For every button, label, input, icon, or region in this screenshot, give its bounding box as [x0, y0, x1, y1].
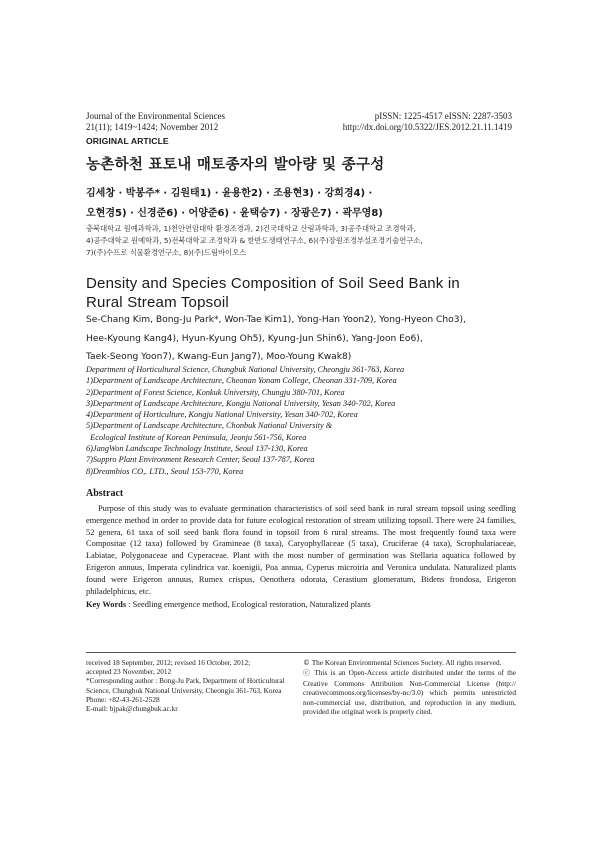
english-authors	[86, 311, 526, 367]
korean-authors	[86, 184, 526, 224]
abstract-body: Purpose of this study was to evaluate germination characteristics of soil seed bank in rural stream topsoil using seedling emergence method in order to provide data for future ecological restoration of stream utilizing topsoil. There were 24 families, 52 genera, 61 taxa of soil seed bank flora found in topsoil from 6 rural streams. The most frequently found taxa were Compositae (12 taxa) followed by Gramineae (8 taxa), Caryophyllaceae (5 taxa), Cruciferae (4 taxa), Scrophulariaceae, Labiatae, Polygonaceae and Cyperaceae. Plant with the most number of germination was Stellaria aquatica followed by Erigeron annuus, Imperata cylindrica var. koenigii, Poa annua, Cyperus microiria and Veronica undulata. Naturalized plants found were Erigeron annuus, Rumex crispus, Oenothera odorata, Cerastium glomeratum, Bidens frondosa, Erigeron philadelphicus, etc.	[86, 504, 516, 596]
korean-title: 농촌하천 표토내 매토종자의 발아량 및 종구성	[86, 157, 385, 173]
copyright-text: The Korean Environmental Sciences Society. All rights reserved.	[311, 658, 502, 667]
affiliation: 2)Department of Forest Science, Konkuk University, Chungju 380-701, Korea	[86, 387, 345, 397]
affiliation: 4)Department of Horticulture, Kongju National University, Yesan 340-702, Korea	[86, 410, 358, 420]
affiliation: 3)Department of Landscape Architecture, Kongju National University, Yesan 340-702, Korea	[86, 398, 396, 408]
affiliation: Ecological Institute of Korean Peninsula, Jeonju 561-756, Korea	[86, 432, 307, 442]
journal-identifiers	[343, 111, 512, 133]
license-text: This is an Open-Access article distributed under the terms of the Creative Commons Attribution Non-Commercial License (http:// creativecommons.org/licenses/by-nc/3.0) which permits unrestricted non-commercial use, distribution, and reproduction in any medium, provided the original work is properly cited.	[303, 668, 516, 717]
english-title-line: Density and Species Composition of Soil Seed Bank in	[86, 275, 460, 292]
copyright-icon: ©	[303, 659, 310, 667]
received-dates: received 18 September, 2012; revised 16 October, 2012;	[86, 658, 251, 667]
affiliation: 8)Dreambios CO,. LTD., Seoul 153-770, Korea	[86, 466, 244, 476]
affiliation: 7)Suppro Plant Environment Research Center, Seoul 137-787, Korea	[86, 455, 315, 465]
korean-affiliation-line: 4)공주대학교 원예학과, 5)전북대학교 조경학과 & 한반도생태연구소, 6)(주)장원조경부설조경기술연구소,	[86, 236, 423, 245]
corresponding-author: *Corresponding author : Bong-Ju Park, Department of Horticultural Science, Chungbuk National University, Cheongju 361-763, Korea	[86, 676, 285, 695]
affiliation: 5)Department of Landscape Architecture, Chonbuk National University &	[86, 421, 333, 431]
footer-divider	[86, 652, 516, 653]
affiliation: 6)JangWon Landscape Technology Institute, Seoul 137-130, Korea	[86, 444, 308, 454]
korean-affiliation-line: 충북대학교 원예과학과, 1)천안연암대학 환경조경과, 2)건국대학교 산림과학과, 3)공주대학교 조경학과,	[86, 224, 416, 233]
license-notice	[303, 658, 516, 716]
english-title-line: Rural Stream Topsoil	[86, 294, 229, 311]
keywords	[86, 600, 516, 609]
phone: Phone: +82-43-261-2528	[86, 694, 160, 704]
doi-link[interactable]: http://dx.doi.org/10.5322/JES.2012.21.11.1419	[342, 122, 512, 132]
article-type: ORIGINAL ARTICLE	[86, 136, 169, 146]
email[interactable]: E-mail: bjpak@chungbuk.ac.kr	[86, 704, 178, 714]
korean-affiliations	[86, 223, 526, 259]
korean-authors-line: 김세창 · 박봉주* · 김원태1) · 윤용한2) · 조용현3) · 강희경4) ·	[86, 188, 373, 199]
affiliation: 1)Department of Landscape Architecture, Cheonan Yonam College, Cheonan 331-709, Korea	[86, 376, 397, 386]
english-affiliations	[86, 364, 526, 477]
keywords-label: Key Words	[86, 600, 127, 609]
korean-authors-line: 오현경5) · 신경준6) · 어양준6) · 윤택승7) · 장광은7) · 곽무영8)	[86, 208, 383, 219]
creative-commons-icon: ⓒ	[303, 669, 312, 678]
english-authors-line: Se-Chang Kim, Bong-Ju Park*, Won-Tae Kim1), Yong-Han Yoon2), Yong-Hyeon Cho3),	[86, 315, 466, 325]
affiliation: Department of Horticultural Science, Chungbuk National University, Cheongju 361-763, Korea	[86, 365, 405, 374]
keywords-list: : Seedling emergence method, Ecological restoration, Naturalized plants	[126, 600, 371, 609]
article-history	[86, 658, 286, 713]
journal-issue: 21(11); 1419~1424; November 2012	[86, 122, 219, 132]
korean-affiliation-line: 7)(주)수프로 식물환경연구소, 8)(주)드림바이오스	[86, 248, 247, 257]
english-authors-line: Taek-Seong Yoon7), Kwang-Eun Jang7), Moo-Young Kwak8)	[86, 352, 352, 362]
abstract-heading: Abstract	[86, 488, 124, 499]
issn: pISSN: 1225-4517 eISSN: 2287-3503	[374, 111, 512, 121]
journal-header	[86, 111, 225, 133]
accepted-date: accepted 23 November, 2012	[86, 667, 172, 677]
journal-name: Journal of the Environmental Sciences	[86, 111, 225, 121]
english-title	[86, 274, 526, 312]
english-authors-line: Hee-Kyoung Kang4), Hyun-Kyung Oh5), Kyung-Jun Shin6), Yang-Joon Eo6),	[86, 333, 423, 344]
